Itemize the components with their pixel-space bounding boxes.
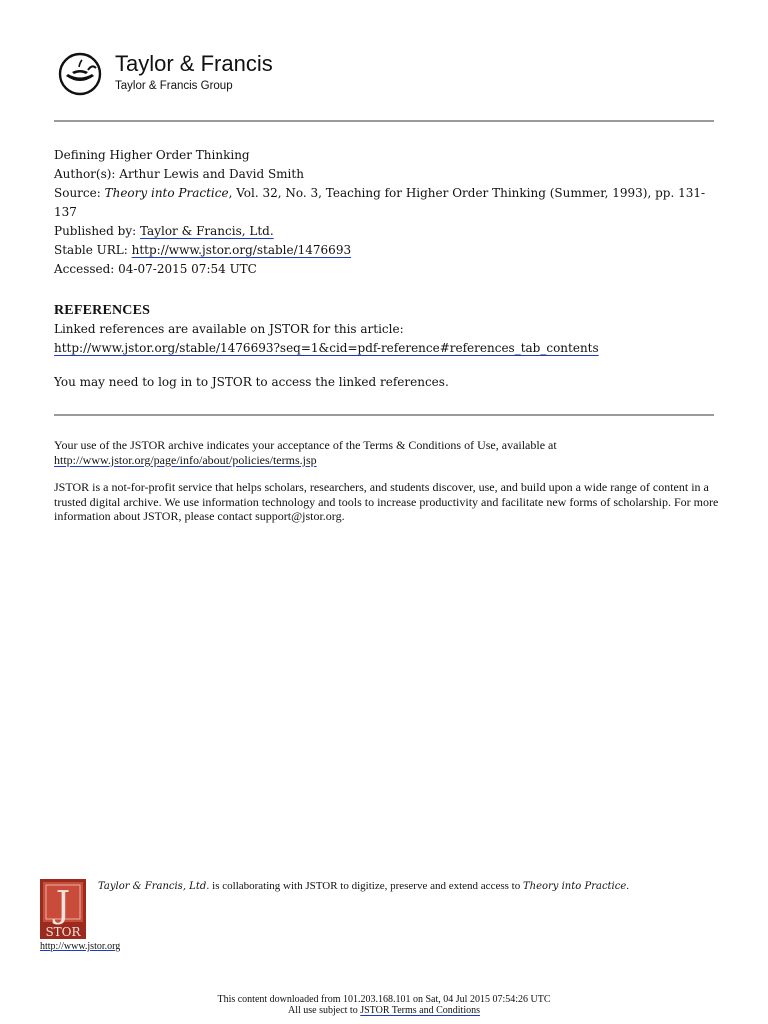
collab-end: . xyxy=(626,880,630,892)
jstor-logo xyxy=(40,879,86,939)
download-info: This content downloaded from 101.203.168.101 on Sat, 04 Jul 2015 07:54:26 UTC xyxy=(217,994,551,1005)
article-title: Defining Higher Order Thinking xyxy=(54,148,250,162)
about-jstor-paragraph: JSTOR is a not-for-profit service that helps scholars, researchers, and students discover, use, and build upon a wide range of content in a trusted digital archive. We use information technology and tools to increase productivity and facilitate new forms of scholarship. For more information about JSTOR, please contact support@jstor.org. xyxy=(54,480,719,523)
terms-link[interactable]: http://www.jstor.org/page/info/about/policies/terms.jsp xyxy=(54,452,317,467)
references-link[interactable]: http://www.jstor.org/stable/1476693?seq=1&cid=pdf-reference#references_tab_contents xyxy=(54,341,599,355)
article-source xyxy=(54,184,724,222)
publisher-logo xyxy=(58,50,273,102)
terms-footer-prefix: All use subject to xyxy=(288,1005,361,1016)
top-divider xyxy=(54,120,714,122)
publisher-group: Taylor & Francis Group xyxy=(115,80,233,92)
terms-paragraph xyxy=(54,438,719,467)
jstor-url xyxy=(40,941,120,952)
collab-middle: is collaborating with JSTOR to digitize, preserve and extend access to xyxy=(209,880,523,892)
citation-block xyxy=(54,146,724,279)
publisher-name: Taylor & Francis xyxy=(115,51,273,76)
collab-publisher: Taylor & Francis, Ltd. xyxy=(98,881,210,892)
article-accessed: Accessed: 04-07-2015 07:54 UTC xyxy=(54,262,257,276)
lamp-icon xyxy=(58,50,102,98)
jstor-url-link[interactable]: http://www.jstor.org xyxy=(40,941,121,952)
published-prefix: Published by: xyxy=(54,224,140,238)
jstor-logo-word: STOR xyxy=(45,925,81,939)
source-details: , Vol. 32, No. 3, Teaching for Higher Order Thinking (Summer, 1993), pp. 131-137 xyxy=(54,186,706,219)
references-heading: REFERENCES xyxy=(54,303,151,318)
article-stable-url xyxy=(54,241,724,260)
collab-journal: Theory into Practice xyxy=(522,881,627,892)
collaboration-line xyxy=(98,880,629,892)
terms-footer xyxy=(0,1005,768,1017)
source-prefix: Source: xyxy=(54,186,105,200)
stable-url-link[interactable]: http://www.jstor.org/stable/1476693 xyxy=(131,243,352,257)
source-journal: Theory into Practice xyxy=(104,186,229,200)
publisher-link[interactable]: Taylor & Francis, Ltd. xyxy=(139,224,274,238)
references-note: You may need to log in to JSTOR to access the linked references. xyxy=(54,375,449,389)
jstor-logo-letter: J xyxy=(55,885,71,926)
references-intro: Linked references are available on JSTOR for this article: xyxy=(54,322,404,336)
article-authors: Author(s): Arthur Lewis and David Smith xyxy=(54,167,304,181)
article-publisher xyxy=(54,222,724,241)
middle-divider xyxy=(54,414,714,416)
stable-prefix: Stable URL: xyxy=(54,243,132,257)
terms-text: Your use of the JSTOR archive indicates your acceptance of the Terms & Conditions of Use, available at xyxy=(54,438,557,452)
terms-footer-link[interactable]: JSTOR Terms and Conditions xyxy=(360,1005,480,1016)
references-block xyxy=(54,320,734,358)
